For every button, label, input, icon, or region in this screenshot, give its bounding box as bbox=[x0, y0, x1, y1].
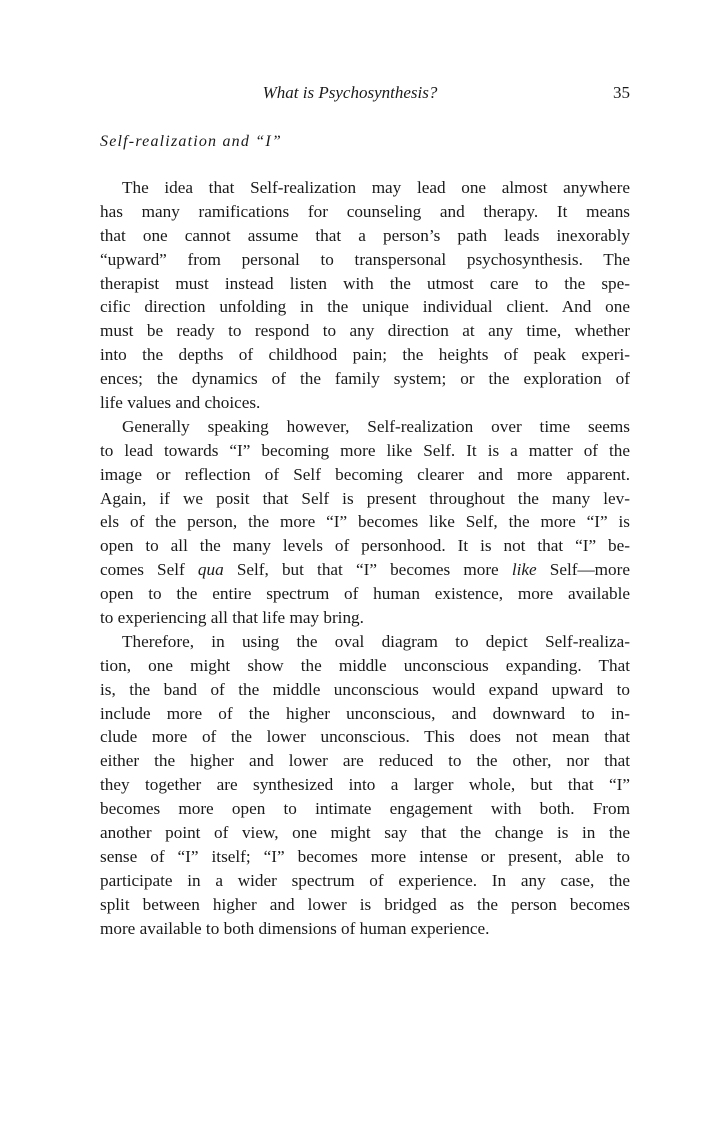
text-line: into the depths of childhood pain; the heights of peak experi- bbox=[100, 345, 630, 365]
text-line: becomes more open to intimate engagement with both. From bbox=[100, 799, 630, 819]
page-number: 35 bbox=[613, 83, 630, 102]
italic-word-like: like bbox=[511, 560, 537, 580]
text-line: must be ready to respond to any direction at any time, whether bbox=[100, 321, 630, 341]
text-run: comes Self bbox=[100, 560, 198, 580]
text-line: either the higher and lower are reduced to the other, nor that bbox=[100, 751, 630, 771]
text-line: The idea that Self-realization may lead one almost anywhere bbox=[122, 178, 630, 197]
text-line: that one cannot assume that a person’s path leads inexorably bbox=[100, 225, 630, 245]
text-line: therapist must instead listen with the utmost care to the spe- bbox=[100, 273, 630, 293]
paragraph-3 bbox=[100, 630, 630, 941]
text-line: more available to both dimensions of human experience. bbox=[100, 918, 490, 938]
text-line: sense of “I” itself; “I” becomes more intense or present, able to bbox=[100, 846, 630, 866]
text-run: Self—more bbox=[536, 560, 630, 580]
text-line: to experiencing all that life may bring. bbox=[100, 608, 364, 628]
text-line: clude more of the lower unconscious. This does not mean that bbox=[100, 727, 630, 747]
text-line: life values and choices. bbox=[100, 393, 261, 413]
running-title: What is Psychosynthesis? bbox=[262, 83, 438, 102]
text-run: Self, but that “I” becomes more bbox=[223, 560, 512, 580]
text-line: is, the band of the middle unconscious would expand upward to bbox=[100, 679, 630, 699]
body-text bbox=[100, 176, 630, 941]
text-line-with-italics bbox=[100, 558, 630, 582]
text-line: include more of the higher unconscious, and downward to in- bbox=[100, 703, 630, 723]
running-header bbox=[100, 83, 630, 107]
italic-word-qua: qua bbox=[197, 560, 224, 580]
text-line: ences; the dynamics of the family system; or the exploration of bbox=[100, 369, 630, 389]
text-line: image or reflection of Self becoming clearer and more apparent. bbox=[100, 464, 630, 484]
text-line: cific direction unfolding in the unique individual client. And one bbox=[100, 297, 630, 317]
text-line: participate in a wider spectrum of experience. In any case, the bbox=[100, 870, 630, 890]
text-line: has many ramifications for counseling and therapy. It means bbox=[100, 201, 630, 221]
section-heading: Self-realization and “I” bbox=[100, 133, 282, 150]
text-line: “upward” from personal to transpersonal psychosynthesis. The bbox=[100, 249, 630, 269]
text-line: another point of view, one might say that the change is in the bbox=[100, 823, 630, 843]
text-line: tion, one might show the middle unconscious expanding. That bbox=[100, 655, 630, 675]
text-line: open to the entire spectrum of human existence, more available bbox=[100, 584, 630, 604]
text-line: Again, if we posit that Self is present throughout the many lev- bbox=[100, 488, 630, 508]
text-line: els of the person, the more “I” becomes like Self, the more “I” is bbox=[100, 512, 630, 532]
text-line: open to all the many levels of personhood. It is not that “I” be- bbox=[100, 536, 630, 556]
paragraph-2 bbox=[100, 415, 630, 630]
text-line: to lead towards “I” becoming more like Self. It is a matter of the bbox=[100, 440, 630, 460]
text-line: split between higher and lower is bridged as the person becomes bbox=[100, 894, 630, 914]
text-line: they together are synthesized into a larger whole, but that “I” bbox=[100, 775, 630, 795]
paragraph-1 bbox=[100, 176, 630, 415]
text-line: Therefore, in using the oval diagram to depict Self-realiza- bbox=[122, 631, 630, 651]
text-line: Generally speaking however, Self-realization over time seems bbox=[122, 416, 630, 436]
